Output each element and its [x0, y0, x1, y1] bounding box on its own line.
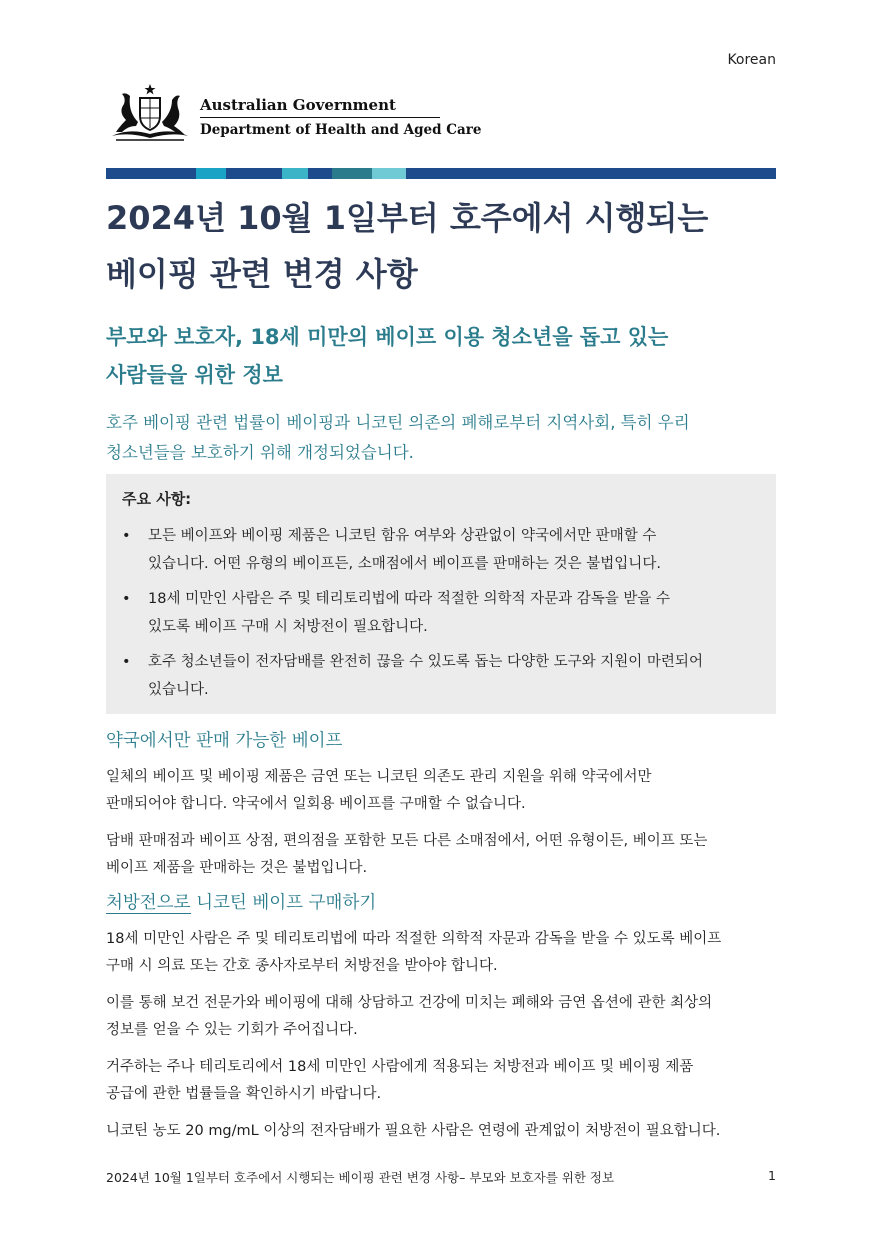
color-band	[106, 168, 776, 179]
band-segment	[372, 168, 406, 179]
band-segment	[106, 168, 154, 179]
page-subtitle	[106, 318, 786, 394]
key-points-list	[106, 522, 746, 711]
list-item: • 호주 청소년들이 전자담배를 완전히 끊을 수 있도록 돕는 다양한 도구와 지원이 마련되어 있습니다.	[106, 648, 746, 704]
department-name: Department of Health and Aged Care	[200, 122, 482, 138]
band-segment	[332, 168, 372, 179]
paragraph: 이를 통해 보건 전문가와 베이핑에 대해 상담하고 건강에 미치는 폐해와 금연 옵션에 관한 최상의 정보를 얻을 수 있는 기회가 주어집니다.	[106, 995, 713, 1038]
subtitle-line: 부모와 보호자, 18세 미만의 베이프 이용 청소년을 돕고 있는	[106, 325, 669, 349]
coat-of-arms-icon	[106, 82, 194, 144]
intro-line: 청소년들을 보호하기 위해 개정되었습니다.	[106, 443, 414, 462]
government-name: Australian Government	[200, 96, 396, 114]
band-segment	[308, 168, 332, 179]
paragraph: 18세 미만인 사람은 주 및 테리토리법에 따라 적절한 의학적 자문과 감독을 받을 수 있도록 베이프 구매 시 의료 또는 간호 종사자로부터 처방전을 받아야 합니다.	[106, 931, 722, 974]
page-title	[106, 190, 786, 302]
title-line: 베이핑 관련 변경 사항	[106, 255, 418, 293]
government-logo	[106, 82, 481, 144]
band-segment	[282, 168, 308, 179]
section-heading: 약국에서만 판매 가능한 베이프	[106, 731, 343, 751]
paragraph: 일체의 베이프 및 베이핑 제품은 금연 또는 니코틴 의존도 관리 지원을 위해 약국에서만 판매되어야 합니다. 약국에서 일회용 베이프를 구매할 수 없습니다.	[106, 769, 652, 812]
key-points-title: 주요 사항:	[122, 490, 192, 508]
paragraph: 담배 판매점과 베이프 상점, 편의점을 포함한 모든 다른 소매점에서, 어떤 유형이든, 베이프 또는 베이프 제품을 판매하는 것은 불법입니다.	[106, 833, 708, 876]
page-footer	[106, 1168, 776, 1186]
section-prescription	[106, 890, 786, 1145]
band-segment	[470, 168, 776, 179]
list-item: • 18세 미만인 사람은 주 및 테리토리법에 따라 적절한 의학적 자문과 감독을 받을 수 있도록 베이프 구매 시 처방전이 필요합니다.	[106, 585, 746, 641]
bullet-icon: •	[122, 591, 131, 607]
bullet-icon: •	[122, 654, 131, 670]
section-heading: 처방전으로 니코틴 베이프 구매하기	[106, 893, 377, 913]
section-pharmacy-only	[106, 728, 786, 882]
title-line: 2024년 10월 1일부터 호주에서 시행되는	[106, 199, 709, 237]
logo-divider	[200, 117, 440, 118]
band-segment	[226, 168, 282, 179]
list-item: • 모든 베이프와 베이핑 제품은 니코틴 함유 여부와 상관없이 약국에서만 판매할 수 있습니다. 어떤 유형의 베이프든, 소매점에서 베이프를 판매하는 것은 불법입니다.	[106, 522, 746, 578]
band-segment	[196, 168, 226, 179]
key-points-box	[106, 474, 776, 714]
bullet-icon: •	[122, 528, 131, 544]
subtitle-line: 사람들을 위한 정보	[106, 363, 283, 387]
language-label: Korean	[727, 52, 776, 68]
band-segment	[154, 168, 196, 179]
intro-line: 호주 베이핑 관련 법률이 베이핑과 니코틴 의존의 폐해로부터 지역사회, 특히 우리	[106, 413, 690, 432]
footer-text: 2024년 10월 1일부터 호주에서 시행되는 베이핑 관련 변경 사항– 부모와 보호자를 위한 정보	[106, 1170, 615, 1185]
paragraph: 니코틴 농도 20 mg/mL 이상의 전자담배가 필요한 사람은 연령에 관계없이 처방전이 필요합니다.	[106, 1123, 721, 1139]
intro-paragraph	[106, 408, 786, 468]
band-segment	[406, 168, 470, 179]
prescription-link[interactable]: 처방전으로	[106, 893, 191, 913]
page-number: 1	[768, 1168, 776, 1183]
paragraph: 거주하는 주나 테리토리에서 18세 미만인 사람에게 적용되는 처방전과 베이프 및 베이핑 제품 공급에 관한 법률들을 확인하시기 바랍니다.	[106, 1059, 694, 1102]
